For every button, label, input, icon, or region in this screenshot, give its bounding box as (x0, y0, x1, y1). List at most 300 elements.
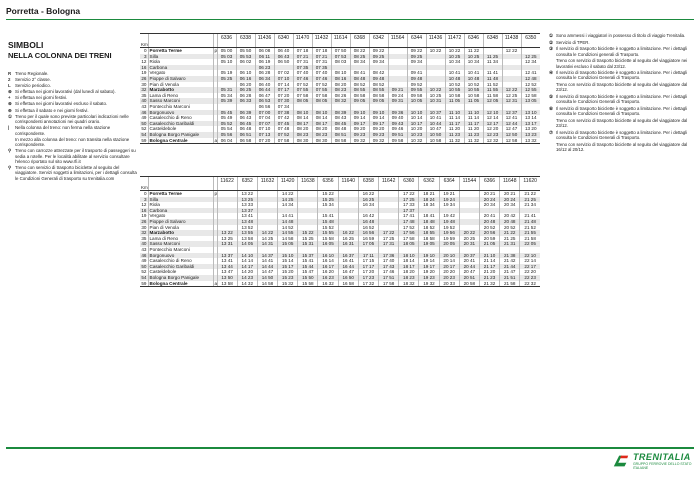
time-cell: 13 10 (521, 110, 540, 116)
time-cell: 06 20 (236, 82, 255, 88)
time-cell: 09 22 (369, 48, 388, 54)
train-number: 6364 (439, 177, 459, 185)
time-cell: 08 10 (312, 110, 331, 116)
time-cell: 16 22 (338, 230, 358, 236)
time-cell: 10 47 (426, 126, 445, 132)
legend-symbol: ① (8, 113, 12, 119)
time-cell: 14 50 (257, 275, 277, 281)
time-cell: 07 30 (274, 98, 293, 104)
timetable-bottom (140, 176, 540, 287)
time-cell: 19 05 (419, 241, 439, 247)
time-cell: 19 56 (439, 230, 459, 236)
time-cell: 09 24 (388, 93, 407, 99)
time-cell: 08 51 (331, 132, 350, 138)
time-cell: 09 14 (369, 115, 388, 121)
brand-name: TRENITALIA (632, 452, 691, 462)
note-symbol: ⑦ (549, 129, 553, 135)
time-cell: 20 41 (479, 213, 499, 219)
station-name: Porretta Terme (148, 48, 213, 54)
train-number: 11470 (293, 34, 312, 42)
time-cell: 16 41 (338, 258, 358, 264)
time-cell: 17 23 (358, 275, 378, 281)
time-cell: 11 10 (445, 110, 464, 116)
time-cell: 08 48 (331, 126, 350, 132)
legend-item (8, 137, 138, 148)
time-cell: 22 32 (520, 281, 540, 287)
note-text: Il servizio di trasporto biciclette è soggetto a limitazione. Per i dettagli consulta le Condizioni Generali di Trasporto. (556, 105, 688, 117)
station-km: 54 (141, 274, 147, 280)
time-cell: 18 10 (399, 253, 419, 259)
time-cell: 08 52 (369, 82, 388, 88)
station-name: Bologna Centrale (148, 138, 213, 144)
time-cell: 09 43 (388, 121, 407, 127)
time-cell: 07 20 (274, 93, 293, 99)
time-cell: 06 45 (236, 121, 255, 127)
time-cell: 19 21 (439, 191, 459, 197)
time-cell: 19 34 (439, 202, 459, 208)
time-cell: 17 43 (379, 264, 399, 270)
legend-text: Si effettua nei giorni lavorativi escluso il sabato. (15, 101, 108, 107)
note-text: Servizio di TPER. (556, 39, 590, 45)
time-cell: 12 23 (483, 132, 502, 138)
time-cell: 09 55 (407, 87, 426, 93)
time-cell: 14 10 (237, 253, 257, 259)
station-name: Bologna Borgo Panigale (148, 132, 213, 138)
time-cell: 21 22 (520, 191, 540, 197)
time-cell: 07 18 (312, 48, 331, 54)
note-symbol: ④ (549, 70, 553, 76)
time-cell: 07 45 (274, 121, 293, 127)
time-cell: 06 48 (236, 126, 255, 132)
time-cell: 16 14 (318, 258, 338, 264)
time-cell: 07 50 (331, 48, 350, 54)
time-cell: 09 58 (407, 93, 426, 99)
station-km: 19 (141, 70, 147, 76)
legend-item (8, 125, 138, 136)
station-km: 59 (141, 280, 147, 286)
time-cell: 13 14 (521, 115, 540, 121)
time-cell: 10 55 (464, 87, 483, 93)
time-cell: 17 11 (358, 253, 378, 259)
train-number-row (140, 177, 540, 185)
time-cell: 15 44 (298, 264, 318, 270)
time-cell: 11 17 (464, 121, 483, 127)
train-number: 6342 (369, 34, 388, 42)
time-cell: 08 03 (331, 59, 350, 65)
time-cell: 13 58 (237, 236, 257, 242)
time-cell: 08 55 (369, 87, 388, 93)
time-cell: 06 39 (236, 110, 255, 116)
time-cell: 18 05 (399, 241, 419, 247)
train-number: 11436 (255, 34, 274, 42)
time-cell: 07 52 (274, 132, 293, 138)
time-cell: 11 32 (445, 138, 464, 144)
time-cell: 16 59 (358, 236, 378, 242)
time-cell: 10 48 (464, 76, 483, 82)
note-symbol: ⑥ (549, 105, 553, 111)
time-cell: 06 40 (255, 82, 274, 88)
time-cell: 20 23 (439, 275, 459, 281)
train-number: 6366 (479, 177, 499, 185)
time-cell: 11 48 (483, 76, 502, 82)
time-cell: 16 25 (338, 236, 358, 242)
station-km: 35 (141, 92, 147, 98)
station-name: Lama di Reno (148, 93, 213, 99)
time-cell: 16 42 (358, 213, 378, 219)
station-km: 54 (141, 131, 147, 137)
train-number: 11614 (331, 34, 350, 42)
time-cell: 08 05 (293, 98, 312, 104)
time-cell: 13 41 (237, 213, 257, 219)
time-cell: 09 20 (369, 126, 388, 132)
train-number: 11564 (388, 34, 407, 42)
time-cell: 06 44 (255, 87, 274, 93)
time-cell: 17 31 (379, 241, 399, 247)
time-cell: 17 52 (399, 225, 419, 231)
time-cell: 09 17 (369, 121, 388, 127)
note-text: Treno con servizio di trasporto biciclette al seguito del viaggiatore nei lavorativi escluso il sabato dal 23/12. (556, 58, 688, 69)
time-cell: 16 58 (338, 281, 358, 287)
time-cell: 07 38 (274, 110, 293, 116)
time-cell: 21 58 (520, 236, 540, 242)
station-km: 0 (143, 191, 147, 196)
time-cell: 20 52 (479, 225, 499, 231)
time-cell: 06 25 (236, 87, 255, 93)
time-cell: 15 31 (298, 241, 318, 247)
footer-divider (6, 447, 694, 449)
station-name: Bologna Centrale (148, 281, 213, 287)
time-cell: 05 00 (217, 48, 236, 54)
time-cell: 14 58 (278, 236, 298, 242)
time-cell: 20 56 (479, 230, 499, 236)
time-cell: 08 45 (331, 121, 350, 127)
train-number: 11640 (338, 177, 358, 185)
note-symbol: ⑤ (549, 94, 553, 100)
time-cell: 21 23 (479, 275, 499, 281)
time-cell: 14 22 (257, 230, 277, 236)
time-cell: 21 20 (479, 269, 499, 275)
time-cell: 14 34 (278, 202, 298, 208)
time-cell: 07 10 (274, 76, 293, 82)
train-number: 6336 (217, 34, 236, 42)
note-item (549, 82, 695, 92)
station-km: 59 (141, 137, 147, 143)
time-cell: 07 35 (312, 65, 331, 71)
time-cell: 22 05 (520, 241, 540, 247)
note-item (549, 94, 695, 104)
time-cell: 17 15 (358, 258, 378, 264)
time-cell: 11 58 (483, 93, 502, 99)
time-cell: 07 04 (255, 115, 274, 121)
time-cell: 20 31 (459, 241, 479, 247)
station-km: 43 (141, 246, 147, 252)
station-km: 32 (141, 87, 147, 93)
time-cell: 21 58 (500, 281, 520, 287)
time-cell: 08 14 (293, 115, 312, 121)
train-number: 6344 (407, 34, 426, 42)
legend-text: Servizio 2° classe. (15, 77, 51, 83)
train-number: 11472 (445, 34, 464, 42)
time-cell: 11 14 (464, 115, 483, 121)
time-cell: 12 10 (483, 110, 502, 116)
time-cell: 12 50 (502, 132, 521, 138)
station-km: 49 (141, 258, 147, 264)
legend-item (8, 77, 138, 82)
time-cell: 11 25 (483, 54, 502, 60)
time-cell: 08 17 (293, 121, 312, 127)
time-cell: 11 05 (445, 98, 464, 104)
time-cell: 11 23 (464, 132, 483, 138)
time-cell: 09 21 (388, 87, 407, 93)
time-cell: 20 22 (459, 230, 479, 236)
route-title: Porretta - Bologna (6, 6, 81, 16)
train-number: 6346 (464, 34, 483, 42)
time-cell: 15 17 (278, 264, 298, 270)
time-cell: 20 05 (439, 241, 459, 247)
time-cell: 12 41 (521, 70, 540, 76)
timetable-top (140, 33, 540, 144)
legend-item (8, 165, 138, 181)
header-spacer (140, 177, 148, 185)
time-cell: 18 20 (399, 269, 419, 275)
time-cell: 15 05 (278, 241, 298, 247)
time-cell: 08 52 (350, 82, 369, 88)
time-cell: 20 24 (500, 197, 520, 203)
time-cell: 17 58 (399, 236, 419, 242)
time-cell: 07 40 (312, 70, 331, 76)
legend-symbol: L (8, 83, 11, 89)
header-spacer (148, 34, 213, 42)
legend-symbol: ⚲ (8, 165, 12, 171)
time-cell: 16 25 (358, 197, 378, 203)
legend-symbol: R (8, 71, 12, 76)
time-cell: 15 52 (318, 225, 338, 231)
time-cell: 06 43 (274, 54, 293, 60)
time-cell: 10 52 (464, 82, 483, 88)
time-cell: 11 10 (464, 110, 483, 116)
time-cell: 16 34 (358, 202, 378, 208)
time-cell: 08 16 (331, 76, 350, 82)
note-text: Sono ammessi i viaggiatori in possesso di titolo di viaggio Trenitalia. (556, 33, 686, 38)
time-cell: 20 17 (439, 264, 459, 270)
time-cell: 09 41 (407, 70, 426, 76)
station-name: Silla (148, 54, 213, 60)
time-cell: 21 41 (520, 213, 540, 219)
station-name: Lama di Reno (148, 236, 213, 242)
time-cell: 14 32 (237, 281, 257, 287)
time-cell: 06 16 (236, 76, 255, 82)
time-cell: 12 14 (483, 115, 502, 121)
arr-dep-flag: p (214, 191, 217, 196)
station-km: 40 (141, 241, 147, 247)
time-cell: 16 47 (338, 269, 358, 275)
time-cell: 15 58 (318, 236, 338, 242)
time-cell: 18 32 (399, 281, 419, 287)
time-cell: 14 20 (237, 269, 257, 275)
time-cell: 07 02 (274, 70, 293, 76)
station-km: 12 (141, 202, 147, 208)
time-cell: 17 22 (399, 191, 419, 197)
time-cell: 10 17 (407, 121, 426, 127)
legend-symbol: | (8, 125, 10, 131)
time-cell: 08 23 (293, 132, 312, 138)
station-name: Pontecchio Marconi (148, 247, 213, 253)
time-cell: 09 51 (388, 132, 407, 138)
station-name: Casteldebole (148, 126, 213, 132)
station-name: Borgonuovo (148, 253, 213, 259)
time-cell: 18 41 (419, 213, 439, 219)
station-km: 43 (141, 103, 147, 109)
time-cell: 20 51 (459, 275, 479, 281)
time-cell: 12 22 (502, 87, 521, 93)
time-cell: 12 41 (502, 115, 521, 121)
time-cell: 16 32 (318, 281, 338, 287)
time-cell: 21 14 (479, 258, 499, 264)
time-cell: 21 32 (479, 281, 499, 287)
legend (8, 40, 138, 182)
time-cell: 07 55 (293, 87, 312, 93)
legend-text: Nella colonna del treno: non ferma nella stazione corrispondente. (15, 125, 111, 136)
time-cell: 16 52 (358, 225, 378, 231)
time-cell: 14 52 (278, 225, 298, 231)
km-label: Km (141, 42, 148, 47)
time-cell: 14 05 (237, 241, 257, 247)
time-cell: 20 34 (479, 202, 499, 208)
time-cell: 07 21 (293, 54, 312, 60)
time-cell: 08 41 (350, 70, 369, 76)
train-number: 11642 (379, 177, 399, 185)
time-cell: 14 25 (257, 236, 277, 242)
time-cell: 10 32 (407, 138, 426, 144)
time-cell: 08 42 (369, 70, 388, 76)
time-cell: 09 48 (407, 76, 426, 82)
time-cell: 10 58 (445, 93, 464, 99)
time-cell: 05 34 (217, 93, 236, 99)
station-km: 52 (141, 126, 147, 132)
time-cell: 06 11 (255, 54, 274, 60)
time-cell: 20 58 (459, 281, 479, 287)
time-cell: 07 58 (274, 138, 293, 144)
train-number: 6358 (358, 177, 378, 185)
time-cell: 15 37 (298, 253, 318, 259)
time-cell: 14 31 (257, 241, 277, 247)
train-number: 6356 (318, 177, 338, 185)
time-cell: 13 55 (237, 230, 257, 236)
time-cell: 11 55 (483, 87, 502, 93)
note-item (549, 106, 695, 116)
note-symbol: ① (549, 33, 553, 38)
time-cell: 13 37 (217, 253, 237, 259)
time-cell: 11 14 (445, 115, 464, 121)
time-cell: 17 32 (358, 281, 378, 287)
time-cell: 08 22 (350, 48, 369, 54)
time-cell: 19 14 (419, 258, 439, 264)
time-cell: 16 23 (318, 275, 338, 281)
note-symbol: ② (549, 39, 553, 45)
time-cell: 09 40 (388, 115, 407, 121)
time-cell: 20 21 (500, 191, 520, 197)
time-cell: 05 39 (217, 98, 236, 104)
time-cell: 12 58 (521, 93, 540, 99)
time-cell: 13 17 (521, 121, 540, 127)
station-km: 32 (141, 230, 147, 236)
time-cell: 05 53 (236, 54, 255, 60)
time-cell: 22 17 (520, 264, 540, 270)
time-cell: 09 05 (369, 98, 388, 104)
time-cell: 05 54 (217, 126, 236, 132)
time-cell: 20 33 (439, 281, 459, 287)
note-symbol (549, 142, 556, 152)
time-cell: 06 33 (236, 98, 255, 104)
station-km: 26 (141, 75, 147, 81)
time-cell: 18 52 (419, 225, 439, 231)
train-number: 11622 (217, 177, 237, 185)
time-cell: 13 20 (521, 126, 540, 132)
time-cell: 08 10 (331, 70, 350, 76)
legend-item (8, 71, 138, 76)
time-cell: 20 21 (479, 191, 499, 197)
train-number: 11632 (257, 177, 277, 185)
time-cell: 16 17 (318, 264, 338, 270)
time-cell: 20 25 (459, 236, 479, 242)
time-cell: 09 31 (388, 98, 407, 104)
time-cell: 16 56 (358, 230, 378, 236)
time-cell: 19 48 (439, 219, 459, 225)
note-symbol (549, 118, 556, 128)
time-cell: 13 47 (217, 269, 237, 275)
legend-item (8, 83, 138, 88)
time-cell: 10 37 (426, 110, 445, 116)
station-km: 46 (141, 252, 147, 258)
time-cell: 09 46 (388, 126, 407, 132)
time-cell: 08 58 (350, 93, 369, 99)
time-cell: 16 37 (338, 253, 358, 259)
time-cell: 05 45 (217, 110, 236, 116)
train-number: 6352 (237, 177, 257, 185)
time-cell: 13 44 (217, 264, 237, 270)
train-number: 6362 (419, 177, 439, 185)
time-cell: 12 55 (521, 87, 540, 93)
time-cell: 14 17 (237, 264, 257, 270)
note-item (549, 118, 695, 128)
time-cell: 09 32 (350, 138, 369, 144)
time-cell: 07 17 (274, 87, 293, 93)
note-symbol (549, 58, 556, 68)
legend-item (8, 89, 138, 94)
time-cell: 10 41 (464, 70, 483, 76)
time-cell: 13 22 (237, 191, 257, 197)
time-cell: 14 25 (278, 197, 298, 203)
time-cell: 11 22 (464, 48, 483, 54)
time-cell: 09 36 (388, 110, 407, 116)
train-number: 6360 (399, 177, 419, 185)
time-cell: 18 23 (399, 275, 419, 281)
time-cell: 12 48 (521, 76, 540, 82)
time-cell: 21 05 (479, 241, 499, 247)
station-km: 12 (141, 59, 147, 65)
time-cell: 08 23 (331, 87, 350, 93)
station-name: Porretta Terme (148, 191, 213, 197)
time-cell: 05 56 (217, 132, 236, 138)
time-cell: 12 22 (502, 48, 521, 54)
station-km: 19 (141, 213, 147, 219)
time-cell: 15 55 (318, 230, 338, 236)
time-cell: 05 49 (217, 115, 236, 121)
time-cell: 07 34 (274, 104, 293, 110)
time-cell: 14 23 (237, 275, 257, 281)
time-cell: 17 46 (379, 269, 399, 275)
time-cell: 20 47 (459, 269, 479, 275)
